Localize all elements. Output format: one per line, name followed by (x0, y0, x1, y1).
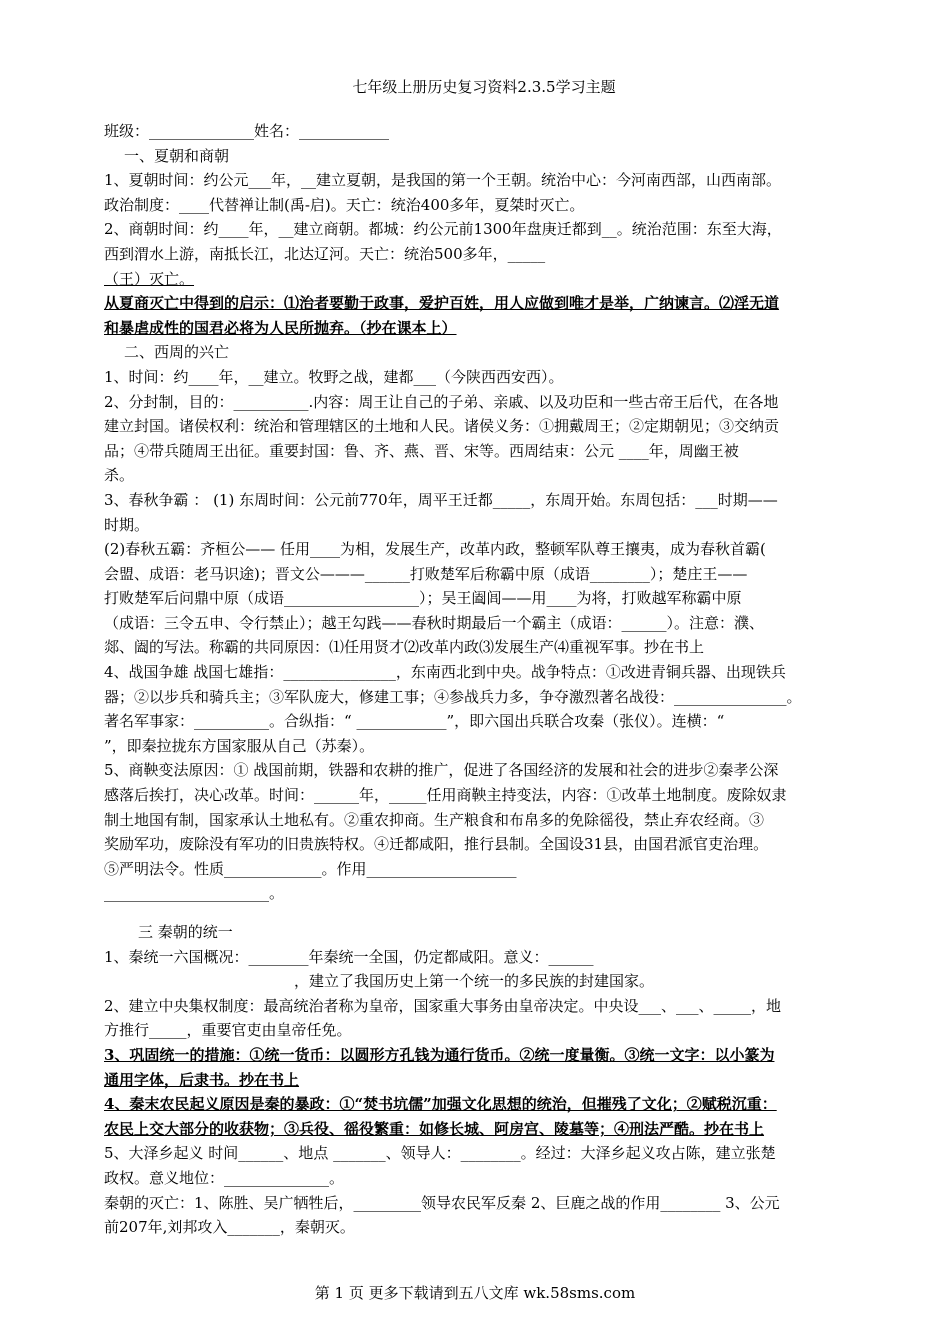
paragraph-line: 奖励军功，废除没有军功的旧贵族特权。④迁都咸阳，推行县制。全国设31县，由国君派官吏治理。 (104, 835, 769, 854)
paragraph-line: 会盟、成语：老马识途)；晋文公———______打败楚军后称霸中原（成语________）；楚庄王—— (104, 564, 748, 583)
paragraph-line: 杀。 (104, 466, 135, 485)
paragraph-line: 3、春秋争霸 ： (1) 东周时间：公元前770年，周平王迁都_____，东周开始。东周包括：___时期—— (104, 490, 778, 509)
class-name-line: 班级：______________姓名：____________ (104, 122, 390, 140)
paragraph-line: ______________________。 (104, 884, 285, 903)
lesson-note-line: 3、巩固统一的措施：①统一货币：以圆形方孔钱为通行货币。②统一度量衡。③统一文字：以小篆为 (104, 1045, 775, 1064)
paragraph-line: 1、夏朝时间：约公元___年，__建立夏朝，是我国的第一个王朝。统治中心：今河南西部，山西南部。 (104, 171, 782, 190)
lesson-note-line: 通用字体，后隶书。抄在书上 (104, 1070, 300, 1089)
paragraph-line: 郯、阖的写法。称霸的共同原因：⑴任用贤才⑵改革内政⑶发展生产⑷重视军事。抄在书上 (104, 638, 705, 657)
section-heading-xia-shang: 一、夏朝和商朝 (124, 146, 230, 165)
paragraph-line: （王）灭亡。 (104, 269, 195, 288)
paragraph-line: 5、商鞅变法原因：① 战国前期，铁器和农耕的推广，促进了各国经济的发展和社会的进步②秦孝公深 (104, 761, 779, 780)
paragraph-line: 西到渭水上游，南抵长江，北达辽河。天亡：统治500多年，_____ (104, 244, 546, 263)
lesson-note-line: 和暴虐成性的国君必将为人民所抛弃。（抄在课本上） (104, 318, 457, 337)
paragraph-line: 2、建立中央集权制度：最高统治者称为皇帝，国家重大事务由皇帝决定。中央设___、___、_____，地 (104, 996, 782, 1015)
paragraph-line: 时期。 (104, 515, 150, 534)
paragraph-line: 2、分封制，目的：__________.内容：周王让自己的子弟、亲戚、以及功臣和一些古帝王后代，在各地 (104, 392, 779, 411)
lesson-note-line: 农民上交大部分的收获物；③兵役、徭役繁重：如修长城、阿房宫、陵墓等；④刑法严酷。抄在书上 (104, 1119, 765, 1138)
paragraph-line: 著名军事家：__________。合纵指：“ ____________”，即六国出兵联合攻秦（张仪）。连横：“ (104, 712, 725, 731)
lesson-note-line: 4、秦末农民起义原因是秦的暴政：①“焚书坑儒”加强文化思想的统治，但摧残了文化；②赋税沉重： (104, 1095, 777, 1114)
paragraph-line: 打败楚军后问鼎中原（成语__________________）；吴王阖闾——用____为将，打败越军称霸中原 (104, 589, 742, 608)
paragraph-line: 方推行_____，重要官吏由皇帝任免。 (104, 1021, 352, 1040)
paragraph-line: 2、商朝时间：约____年，__建立商朝。都城：约公元前1300年盘庚迁都到__。统治范围：东至大海， (104, 220, 782, 239)
paragraph-line: ”，即秦拉拢东方国家服从自己（苏秦）。 (104, 736, 375, 755)
paragraph-line: ⑤严明法令。性质_____________。作用____________________ (104, 859, 517, 878)
paragraph-line: （成语：三令五申、令行禁止）；越王勾践——春秋时期最后一个霸主（成语：______）。注意：濮、 (104, 613, 765, 632)
paragraph-line: 前207年,刘邦攻入_______，秦朝灭。 (104, 1218, 355, 1237)
paragraph-line: 秦朝的灭亡：1、陈胜、吴广牺牲后，_________领导农民军反秦 2、巨鹿之战的作用________ 3、公元 (104, 1193, 780, 1212)
lesson-note-line: 从夏商灭亡中得到的启示：⑴治者要勤于政事，爱护百姓，用人应做到唯才是举，广纳谏言。⑵淫无道 (104, 294, 780, 313)
paragraph-line: 4、战国争雄 战国七雄指：_______________，东南西北到中央。战争特点：①改进青铜兵器、出现铁兵 (104, 663, 786, 682)
paragraph-line: ，建立了我国历史上第一个统一的多民族的封建国家。 (294, 972, 655, 991)
paragraph-line: 建立封国。诸侯权利：统治和管理辖区的土地和人民。诸侯义务：①拥戴周王；②定期朝见；③交纳贡 (104, 417, 780, 436)
paragraph-line: 政治制度：____代替禅让制(禹-启)。天亡：统治400多年，夏桀时灭亡。 (104, 195, 585, 214)
paragraph-line: 1、时间：约____年，__建立。牧野之战，建都___（今陕西西安西）。 (104, 367, 564, 386)
paragraph-line: 政权。意义地位：______________。 (104, 1168, 345, 1187)
spacer (104, 906, 864, 920)
section-heading-qin: 三 秦朝的统一 (138, 923, 233, 941)
document-page (104, 76, 864, 1240)
paragraph-line: 5、大泽乡起义 时间______、地点 _______、领导人：________。经过：大泽乡起义攻占陈，建立张楚 (104, 1144, 776, 1163)
paragraph-line: 制土地国有制，国家承认土地私有。②重农抑商。生产粮食和布帛多的免除徭役，禁止弃农经商。③ (104, 810, 765, 829)
page-footer: 第 1 页 更多下载请到五八文库 wk.58sms.com (314, 1284, 636, 1302)
paragraph-line: (2)春秋五霸：齐桓公—— 任用____为相，发展生产，改革内政，整顿军队尊王攘夷，成为春秋首霸( (104, 540, 766, 559)
page-title: 七年级上册历史复习资料2.3.5学习主题 (352, 78, 616, 96)
paragraph-line: 感落后挨打，决心改革。时间：______年，_____任用商鞅主持变法，内容：①改革土地制度。废除奴隶 (104, 786, 787, 805)
paragraph-line: 品；④带兵随周王出征。重要封国：鲁、齐、燕、晋、宋等。西周结束：公元 ____年，周幽王被 (104, 441, 739, 460)
paragraph-line: 1、秦统一六国概况：________年秦统一全国，仍定都咸阳。意义：______ (104, 947, 594, 966)
section-heading-western-zhou: 二、西周的兴亡 (124, 343, 230, 362)
paragraph-line: 器；②以步兵和骑兵主；③军队庞大，修建工事；④参战兵力多，争夺激烈著名战役：_______________。 (104, 687, 802, 706)
